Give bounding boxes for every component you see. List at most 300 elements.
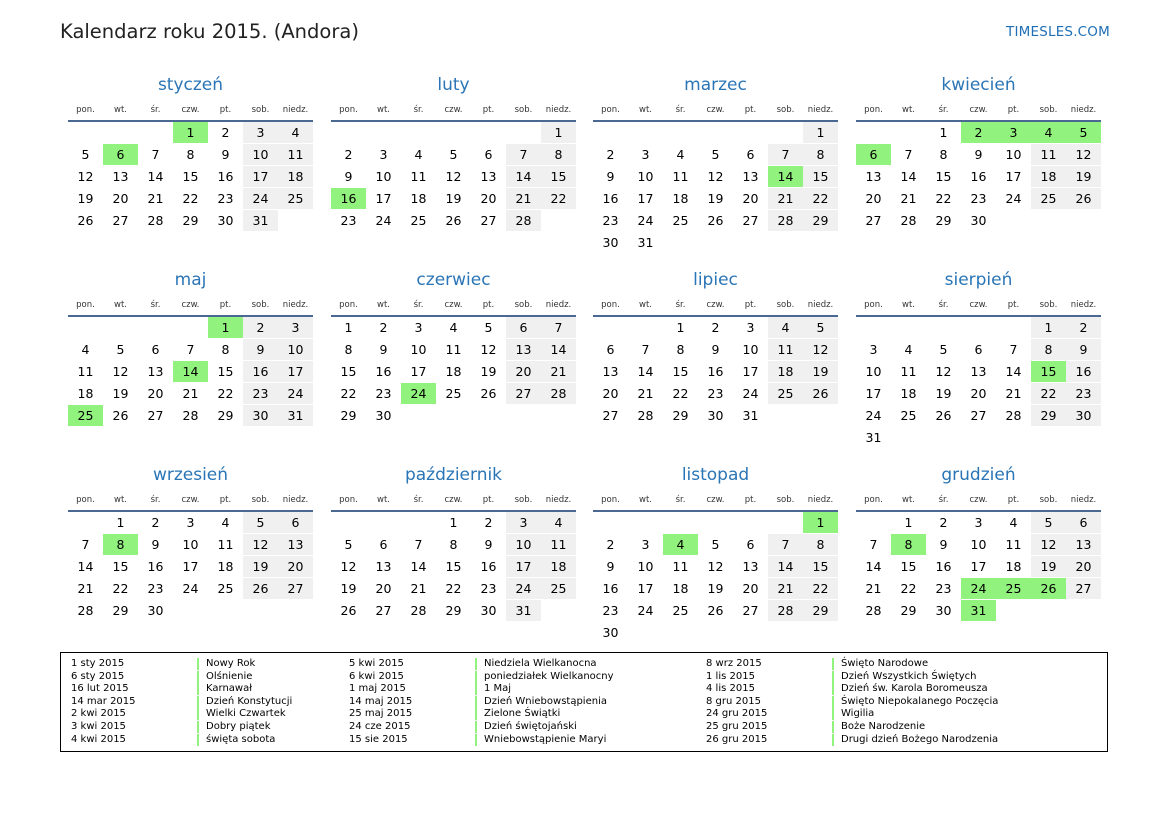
weekday-label: pon. bbox=[76, 300, 95, 310]
day-cell: 5 bbox=[939, 342, 948, 357]
day-cell: 21 bbox=[147, 191, 164, 206]
weekday-label: pon. bbox=[339, 105, 358, 115]
day-cell: 5 bbox=[1066, 122, 1101, 143]
day-cell: 2 bbox=[243, 317, 278, 338]
legend-date: 1 maj 2015 bbox=[349, 683, 406, 695]
weekday-label: śr. bbox=[675, 105, 686, 115]
weekday-label: czw. bbox=[969, 105, 988, 115]
day-cell: 25 bbox=[996, 578, 1031, 599]
day-cell: 5 bbox=[1031, 512, 1066, 533]
weekday-label: sob. bbox=[514, 105, 533, 115]
day-cell: 6 bbox=[151, 342, 160, 357]
day-cell: 3 bbox=[186, 515, 195, 530]
weekday-label: pon. bbox=[601, 495, 620, 505]
day-cell: 26 bbox=[112, 408, 129, 423]
day-cell: 15 bbox=[445, 559, 462, 574]
day-cell: 1 bbox=[803, 122, 838, 143]
day-cell: 28 bbox=[900, 213, 917, 228]
legend-date: 15 sie 2015 bbox=[349, 733, 408, 745]
day-cell: 3 bbox=[641, 147, 650, 162]
day-cell: 15 bbox=[935, 169, 952, 184]
day-cell: 30 bbox=[147, 603, 164, 618]
day-cell: 4 bbox=[768, 317, 803, 338]
legend-date: 14 maj 2015 bbox=[349, 695, 413, 707]
weekday-label: niedz. bbox=[807, 105, 834, 115]
day-cell: 20 bbox=[742, 191, 759, 206]
day-cell: 18 bbox=[217, 559, 234, 574]
day-cell: 13 bbox=[480, 169, 497, 184]
day-cell: 16 bbox=[331, 188, 366, 209]
day-cell: 19 bbox=[803, 361, 838, 382]
weekday-label: śr. bbox=[675, 495, 686, 505]
day-cell: 31 bbox=[961, 600, 996, 621]
day-cell: 30 bbox=[602, 625, 619, 640]
weekday-label: pon. bbox=[339, 495, 358, 505]
day-cell: 7 bbox=[869, 537, 878, 552]
weekday-label: śr. bbox=[150, 300, 161, 310]
month-divider bbox=[593, 120, 838, 122]
day-cell: 12 bbox=[707, 559, 724, 574]
day-cell: 23 bbox=[147, 581, 164, 596]
day-cell: 24 bbox=[506, 578, 541, 599]
day-cell: 11 bbox=[672, 559, 689, 574]
day-cell: 16 bbox=[602, 191, 619, 206]
day-cell: 31 bbox=[506, 600, 541, 621]
day-cell: 26 bbox=[707, 213, 724, 228]
legend-holiday-name: Drugi dzień Bożego Narodzenia bbox=[832, 734, 998, 746]
day-cell: 6 bbox=[856, 144, 891, 165]
day-cell: 17 bbox=[637, 191, 654, 206]
day-cell: 14 bbox=[900, 169, 917, 184]
day-cell: 27 bbox=[742, 603, 759, 618]
day-cell: 23 bbox=[243, 383, 278, 404]
day-cell: 25 bbox=[672, 213, 689, 228]
day-cell: 24 bbox=[182, 581, 199, 596]
legend-holiday-name: Wniebowstąpienie Maryi bbox=[475, 734, 606, 746]
weekday-label: śr. bbox=[150, 105, 161, 115]
day-cell: 28 bbox=[865, 603, 882, 618]
legend-holiday-name: Karnawał bbox=[197, 683, 252, 695]
day-cell: 15 bbox=[672, 364, 689, 379]
day-cell: 22 bbox=[340, 386, 357, 401]
day-cell: 25 bbox=[410, 213, 427, 228]
day-cell: 6 bbox=[484, 147, 493, 162]
weekday-label: wt. bbox=[377, 495, 390, 505]
day-cell: 21 bbox=[637, 386, 654, 401]
day-cell: 16 bbox=[243, 361, 278, 382]
day-cell: 1 bbox=[173, 122, 208, 143]
day-cell: 8 bbox=[676, 342, 685, 357]
day-cell: 2 bbox=[151, 515, 160, 530]
day-cell: 29 bbox=[935, 213, 952, 228]
weekday-label: pt. bbox=[744, 495, 757, 505]
day-cell: 18 bbox=[1031, 166, 1066, 187]
day-cell: 20 bbox=[112, 191, 129, 206]
day-cell: 30 bbox=[217, 213, 234, 228]
legend-date: 24 gru 2015 bbox=[706, 708, 768, 720]
day-cell: 16 bbox=[217, 169, 234, 184]
day-cell: 22 bbox=[217, 386, 234, 401]
day-cell: 6 bbox=[1066, 512, 1101, 533]
day-cell: 6 bbox=[746, 537, 755, 552]
day-cell: 9 bbox=[484, 537, 493, 552]
day-cell: 10 bbox=[742, 342, 759, 357]
day-cell: 22 bbox=[541, 188, 576, 209]
day-cell: 29 bbox=[112, 603, 129, 618]
day-cell: 19 bbox=[445, 191, 462, 206]
day-cell: 12 bbox=[340, 559, 357, 574]
day-cell: 24 bbox=[637, 603, 654, 618]
day-cell: 2 bbox=[961, 122, 996, 143]
day-cell: 2 bbox=[939, 515, 948, 530]
day-cell: 30 bbox=[1066, 405, 1101, 426]
day-cell: 12 bbox=[707, 169, 724, 184]
day-cell: 3 bbox=[974, 515, 983, 530]
month-title: styczeń bbox=[157, 75, 224, 95]
day-cell: 3 bbox=[996, 122, 1031, 143]
legend-date: 25 gru 2015 bbox=[706, 721, 768, 732]
day-cell: 3 bbox=[641, 537, 650, 552]
day-cell: 20 bbox=[147, 386, 164, 401]
weekday-label: czw. bbox=[181, 105, 200, 115]
day-cell: 14 bbox=[865, 559, 882, 574]
day-cell: 28 bbox=[77, 603, 94, 618]
weekday-label: pon. bbox=[601, 105, 620, 115]
day-cell: 8 bbox=[939, 147, 948, 162]
weekday-label: sob. bbox=[251, 495, 270, 505]
day-cell: 18 bbox=[77, 386, 94, 401]
legend-holiday-name: Dzień Wszystkich Świętych bbox=[832, 671, 977, 683]
day-cell: 10 bbox=[637, 559, 654, 574]
day-cell: 2 bbox=[484, 515, 493, 530]
day-cell: 20 bbox=[865, 191, 882, 206]
day-cell: 11 bbox=[445, 342, 462, 357]
day-cell: 22 bbox=[182, 191, 199, 206]
legend-holiday-name: Wigilia bbox=[832, 708, 874, 720]
weekday-label: wt. bbox=[639, 495, 652, 505]
day-cell: 13 bbox=[742, 559, 759, 574]
weekday-label: wt. bbox=[377, 105, 390, 115]
weekday-label: śr. bbox=[938, 105, 949, 115]
month-divider bbox=[331, 120, 576, 122]
day-cell: 17 bbox=[865, 386, 882, 401]
day-cell: 26 bbox=[340, 603, 357, 618]
day-cell: 6 bbox=[103, 144, 138, 165]
legend-date: 6 kwi 2015 bbox=[349, 670, 404, 682]
day-cell: 21 bbox=[410, 581, 427, 596]
day-cell: 27 bbox=[602, 408, 619, 423]
weekday-label: pt. bbox=[219, 300, 232, 310]
day-cell: 23 bbox=[375, 386, 392, 401]
day-cell: 2 bbox=[344, 147, 353, 162]
day-cell: 21 bbox=[768, 578, 803, 599]
day-cell: 28 bbox=[541, 383, 576, 404]
day-cell: 17 bbox=[182, 559, 199, 574]
day-cell: 3 bbox=[379, 147, 388, 162]
day-cell: 5 bbox=[711, 147, 720, 162]
legend-holiday-name: Olśnienie bbox=[197, 671, 252, 683]
day-cell: 8 bbox=[221, 342, 230, 357]
day-cell: 13 bbox=[970, 364, 987, 379]
day-cell: 24 bbox=[375, 213, 392, 228]
weekday-label: pon. bbox=[864, 495, 883, 505]
weekday-label: niedz. bbox=[282, 495, 309, 505]
weekday-label: niedz. bbox=[282, 105, 309, 115]
weekday-label: pt. bbox=[482, 495, 495, 505]
weekday-label: sob. bbox=[776, 300, 795, 310]
day-cell: 1 bbox=[208, 317, 243, 338]
legend-holiday-name: Boże Narodzenie bbox=[832, 721, 925, 733]
day-cell: 3 bbox=[278, 317, 313, 338]
legend-date: 1 sty 2015 bbox=[71, 658, 125, 669]
day-cell: 26 bbox=[803, 383, 838, 404]
day-cell: 25 bbox=[541, 578, 576, 599]
weekday-label: niedz. bbox=[282, 300, 309, 310]
day-cell: 8 bbox=[1031, 339, 1066, 360]
day-cell: 25 bbox=[900, 408, 917, 423]
legend-holiday-name: Niedziela Wielkanocna bbox=[475, 658, 597, 670]
day-cell: 6 bbox=[606, 342, 615, 357]
day-cell: 4 bbox=[904, 342, 913, 357]
page-title: Kalendarz roku 2015. (Andora) bbox=[60, 20, 359, 43]
day-cell: 25 bbox=[278, 188, 313, 209]
day-cell: 12 bbox=[77, 169, 94, 184]
day-cell: 15 bbox=[803, 556, 838, 577]
weekday-label: czw. bbox=[706, 105, 725, 115]
day-cell: 9 bbox=[974, 147, 983, 162]
day-cell: 28 bbox=[506, 210, 541, 231]
day-cell: 18 bbox=[768, 361, 803, 382]
day-cell: 30 bbox=[602, 235, 619, 250]
weekday-label: sob. bbox=[776, 105, 795, 115]
day-cell: 28 bbox=[637, 408, 654, 423]
legend-date: 24 cze 2015 bbox=[349, 721, 411, 732]
day-cell: 24 bbox=[865, 408, 882, 423]
day-cell: 10 bbox=[637, 169, 654, 184]
day-cell: 7 bbox=[541, 317, 576, 338]
day-cell: 16 bbox=[375, 364, 392, 379]
weekday-label: niedz. bbox=[545, 105, 572, 115]
weekday-label: sob. bbox=[251, 300, 270, 310]
day-cell: 17 bbox=[410, 364, 427, 379]
day-cell: 11 bbox=[541, 534, 576, 555]
day-cell: 23 bbox=[340, 213, 357, 228]
day-cell: 16 bbox=[147, 559, 164, 574]
day-cell: 13 bbox=[865, 169, 882, 184]
day-cell: 27 bbox=[742, 213, 759, 228]
day-cell: 17 bbox=[1005, 169, 1022, 184]
day-cell: 10 bbox=[278, 339, 313, 360]
day-cell: 4 bbox=[449, 320, 458, 335]
day-cell: 25 bbox=[217, 581, 234, 596]
day-cell: 12 bbox=[243, 534, 278, 555]
day-cell: 14 bbox=[1005, 364, 1022, 379]
day-cell: 15 bbox=[541, 166, 576, 187]
day-cell: 2 bbox=[379, 320, 388, 335]
day-cell: 22 bbox=[803, 188, 838, 209]
day-cell: 5 bbox=[243, 512, 278, 533]
day-cell: 21 bbox=[182, 386, 199, 401]
weekday-label: wt. bbox=[114, 495, 127, 505]
day-cell: 2 bbox=[711, 320, 720, 335]
day-cell: 4 bbox=[221, 515, 230, 530]
day-cell: 7 bbox=[186, 342, 195, 357]
weekday-label: czw. bbox=[181, 495, 200, 505]
legend-date: 1 lis 2015 bbox=[706, 670, 755, 682]
day-cell: 23 bbox=[1066, 383, 1101, 404]
day-cell: 4 bbox=[81, 342, 90, 357]
day-cell: 11 bbox=[768, 339, 803, 360]
day-cell: 28 bbox=[182, 408, 199, 423]
day-cell: 20 bbox=[742, 581, 759, 596]
day-cell: 8 bbox=[891, 534, 926, 555]
day-cell: 29 bbox=[182, 213, 199, 228]
day-cell: 13 bbox=[602, 364, 619, 379]
day-cell: 22 bbox=[112, 581, 129, 596]
day-cell: 30 bbox=[243, 405, 278, 426]
day-cell: 17 bbox=[637, 581, 654, 596]
day-cell: 23 bbox=[602, 603, 619, 618]
day-cell: 1 bbox=[449, 515, 458, 530]
day-cell: 30 bbox=[707, 408, 724, 423]
day-cell: 1 bbox=[904, 515, 913, 530]
day-cell: 16 bbox=[935, 559, 952, 574]
day-cell: 6 bbox=[379, 537, 388, 552]
day-cell: 4 bbox=[278, 122, 313, 143]
day-cell: 22 bbox=[900, 581, 917, 596]
day-cell: 16 bbox=[1066, 361, 1101, 382]
day-cell: 10 bbox=[182, 537, 199, 552]
weekday-label: sob. bbox=[514, 495, 533, 505]
legend-holiday-name: Dzień świętojański bbox=[475, 721, 577, 733]
day-cell: 22 bbox=[1031, 383, 1066, 404]
day-cell: 14 bbox=[77, 559, 94, 574]
day-cell: 25 bbox=[768, 383, 803, 404]
day-cell: 4 bbox=[676, 147, 685, 162]
weekday-label: pon. bbox=[339, 300, 358, 310]
day-cell: 25 bbox=[1031, 188, 1066, 209]
day-cell: 3 bbox=[869, 342, 878, 357]
day-cell: 25 bbox=[68, 405, 103, 426]
day-cell: 5 bbox=[344, 537, 353, 552]
legend-holiday-name: Dobry piątek bbox=[197, 721, 271, 733]
day-cell: 7 bbox=[151, 147, 160, 162]
legend-holiday-name: Święto Niepokalanego Poczęcia bbox=[832, 696, 998, 708]
day-cell: 30 bbox=[935, 603, 952, 618]
day-cell: 4 bbox=[414, 147, 423, 162]
day-cell: 29 bbox=[803, 600, 838, 621]
weekday-label: wt. bbox=[114, 300, 127, 310]
day-cell: 13 bbox=[375, 559, 392, 574]
weekday-label: niedz. bbox=[1070, 300, 1097, 310]
day-cell: 26 bbox=[445, 213, 462, 228]
day-cell: 1 bbox=[939, 125, 948, 140]
weekday-label: niedz. bbox=[807, 300, 834, 310]
day-cell: 14 bbox=[506, 166, 541, 187]
day-cell: 1 bbox=[803, 512, 838, 533]
weekday-label: sob. bbox=[1039, 495, 1058, 505]
day-cell: 15 bbox=[900, 559, 917, 574]
day-cell: 2 bbox=[606, 147, 615, 162]
weekday-label: niedz. bbox=[545, 300, 572, 310]
month-title: wrzesień bbox=[152, 465, 229, 485]
day-cell: 8 bbox=[344, 342, 353, 357]
day-cell: 24 bbox=[961, 578, 996, 599]
weekday-label: pon. bbox=[864, 105, 883, 115]
day-cell: 9 bbox=[243, 339, 278, 360]
legend-holiday-name: Dzień Konstytucji bbox=[197, 696, 292, 708]
day-cell: 20 bbox=[375, 581, 392, 596]
day-cell: 28 bbox=[1005, 408, 1022, 423]
weekday-label: wt. bbox=[114, 105, 127, 115]
day-cell: 19 bbox=[340, 581, 357, 596]
weekday-label: pt. bbox=[219, 495, 232, 505]
day-cell: 19 bbox=[480, 364, 497, 379]
day-cell: 21 bbox=[77, 581, 94, 596]
day-cell: 16 bbox=[970, 169, 987, 184]
day-cell: 18 bbox=[1005, 559, 1022, 574]
day-cell: 16 bbox=[480, 559, 497, 574]
day-cell: 7 bbox=[904, 147, 913, 162]
weekday-label: sob. bbox=[251, 105, 270, 115]
day-cell: 15 bbox=[217, 364, 234, 379]
day-cell: 3 bbox=[746, 320, 755, 335]
day-cell: 6 bbox=[974, 342, 983, 357]
day-cell: 14 bbox=[173, 361, 208, 382]
day-cell: 10 bbox=[410, 342, 427, 357]
legend-date: 5 kwi 2015 bbox=[349, 658, 404, 669]
legend-holiday-name: Wielki Czwartek bbox=[197, 708, 286, 720]
day-cell: 24 bbox=[1005, 191, 1022, 206]
weekday-label: niedz. bbox=[545, 495, 572, 505]
month-title: listopad bbox=[681, 465, 750, 485]
weekday-label: pt. bbox=[744, 105, 757, 115]
day-cell: 24 bbox=[742, 386, 759, 401]
day-cell: 11 bbox=[1031, 144, 1066, 165]
weekday-label: pon. bbox=[76, 105, 95, 115]
day-cell: 24 bbox=[278, 383, 313, 404]
brand-logo[interactable]: TIMESLES.COM bbox=[1006, 24, 1110, 40]
day-cell: 13 bbox=[742, 169, 759, 184]
legend-holiday-name: 1 Maj bbox=[475, 683, 511, 695]
day-cell: 14 bbox=[410, 559, 427, 574]
day-cell: 12 bbox=[1031, 534, 1066, 555]
day-cell: 3 bbox=[506, 512, 541, 533]
weekday-label: pt. bbox=[1007, 495, 1020, 505]
day-cell: 8 bbox=[449, 537, 458, 552]
day-cell: 7 bbox=[768, 534, 803, 555]
month-title: lipiec bbox=[693, 270, 738, 290]
day-cell: 8 bbox=[186, 147, 195, 162]
day-cell: 15 bbox=[112, 559, 129, 574]
legend-date: 25 maj 2015 bbox=[349, 708, 413, 720]
day-cell: 11 bbox=[410, 169, 427, 184]
day-cell: 13 bbox=[147, 364, 164, 379]
day-cell: 17 bbox=[243, 166, 278, 187]
day-cell: 7 bbox=[81, 537, 90, 552]
day-cell: 18 bbox=[672, 191, 689, 206]
day-cell: 27 bbox=[147, 408, 164, 423]
weekday-label: wt. bbox=[639, 300, 652, 310]
weekday-label: wt. bbox=[639, 105, 652, 115]
day-cell: 18 bbox=[900, 386, 917, 401]
day-cell: 4 bbox=[1009, 515, 1018, 530]
day-cell: 31 bbox=[278, 405, 313, 426]
day-cell: 5 bbox=[116, 342, 125, 357]
day-cell: 18 bbox=[410, 191, 427, 206]
day-cell: 27 bbox=[865, 213, 882, 228]
day-cell: 30 bbox=[375, 408, 392, 423]
